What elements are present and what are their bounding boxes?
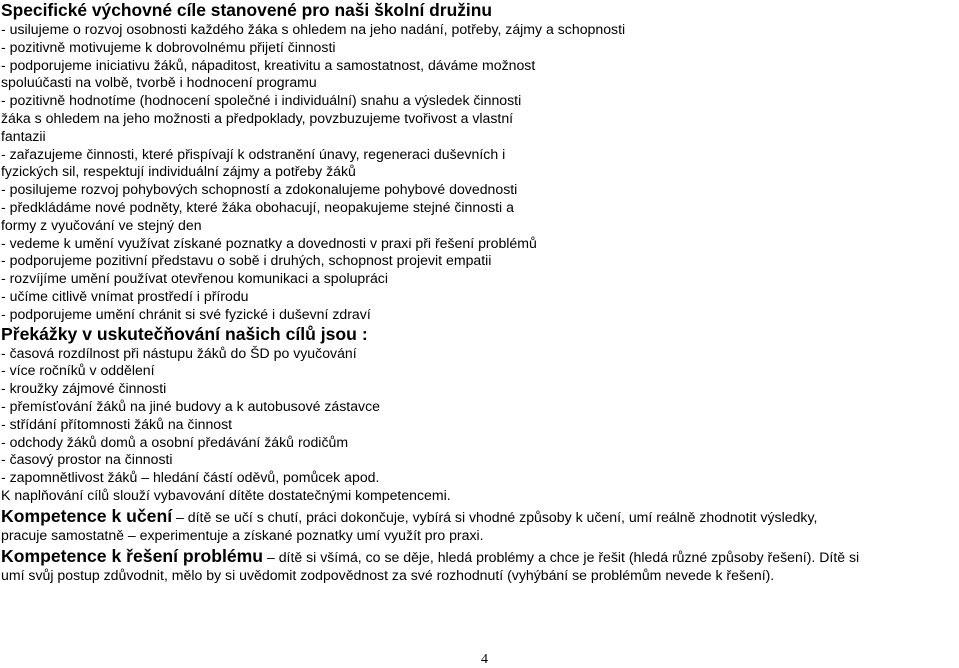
section-heading-specific-goals: Specifické výchovné cíle stanovené pro naši školní družinu bbox=[1, 0, 492, 20]
goal-line: - zařazujeme činnosti, které přispívají k odstranění únavy, regeneraci duševních i bbox=[1, 145, 506, 162]
goal-line: - předkládáme nové podněty, které žáka obohacují, neopakujeme stejné činnosti a bbox=[1, 198, 514, 215]
competence-problems-text-continued: umí svůj postup zdůvodnit, mělo by si uvědomit zodpovědnost za své rozhodnutí (vyhýbání se problémům nevede k řešení). bbox=[1, 566, 775, 583]
obstacle-line: - časový prostor na činnosti bbox=[1, 451, 173, 468]
page-number: 4 bbox=[481, 652, 488, 667]
competence-problems bbox=[1, 545, 957, 585]
competence-learning-row1 bbox=[1, 505, 957, 527]
goal-line: - podporujeme iniciativu žáků, nápaditost, kreativitu a samostatnost, dáváme možnost bbox=[1, 56, 536, 73]
goal-line: - pozitivně hodnotíme (hodnocení společné i individuální) snahu a výsledek činnosti bbox=[1, 92, 522, 109]
obstacle-line: - přemísťování žáků na jiné budovy a k autobusové zástavce bbox=[1, 397, 380, 414]
goal-line: fantazii bbox=[1, 127, 46, 144]
obstacle-line: - střídání přítomnosti žáků na činnost bbox=[1, 415, 233, 432]
competence-learning-title: Kompetence k učení bbox=[1, 505, 173, 526]
goal-line: spoluúčasti na volbě, tvorbě i hodnocení programu bbox=[1, 74, 317, 91]
obstacle-line: - odchody žáků domů a osobní předávání žáků rodičům bbox=[1, 433, 349, 450]
goal-line: formy z vyučování ve stejný den bbox=[1, 216, 202, 233]
obstacle-line: - časová rozdílnost při nástupu žáků do ŠD po vyučování bbox=[1, 344, 357, 361]
competence-problems-title: Kompetence k řešení problému bbox=[1, 545, 264, 566]
goal-line: - pozitivně motivujeme k dobrovolnému přijetí činnosti bbox=[1, 38, 336, 55]
goal-line: - rozvíjíme umění používat otevřenou komunikaci a spolupráci bbox=[1, 270, 388, 287]
goal-line: žáka s ohledem na jeho možnosti a předpoklady, povzbuzujeme tvořivost a vlastní bbox=[1, 109, 514, 126]
competence-learning-text-continued: pracuje samostatně – experimentuje a získané poznatky umí využít pro praxi. bbox=[1, 526, 484, 543]
obstacle-line: - zapomnětlivost žáků – hledání částí oděvů, pomůcek apod. bbox=[1, 469, 380, 486]
obstacle-line: - kroužky zájmové činnosti bbox=[1, 380, 167, 397]
obstacle-line: - více ročníků v oddělení bbox=[1, 362, 155, 379]
goal-line: - podporujeme umění chránit si své fyzické i duševní zdraví bbox=[1, 305, 371, 322]
obstacles-list bbox=[1, 345, 957, 505]
competence-learning bbox=[1, 505, 957, 545]
goal-line: - podporujeme pozitivní představu o sobě i druhých, schopnost projevit empatii bbox=[1, 252, 492, 269]
section-heading-obstacles: Překážky v uskutečňování našich cílů jsou : bbox=[1, 323, 368, 344]
goal-line: - učíme citlivě vnímat prostředí i přírodu bbox=[1, 287, 249, 304]
competence-learning-text: – dítě se učí s chutí, práci dokončuje, vybírá si vhodné způsoby k učení, umí reálně zhodnotit výsledky, bbox=[172, 508, 818, 525]
goal-line: - posilujeme rozvoj pohybových schopností a zdokonalujeme pohybové dovednosti bbox=[1, 181, 518, 198]
specific-goals-list bbox=[1, 21, 957, 324]
goal-line: - vedeme k umění využívat získané poznatky a dovednosti v praxi při řešení problémů bbox=[1, 234, 537, 251]
summary-line: K naplňování cílů slouží vybavování dítěte dostatečnými kompetencemi. bbox=[1, 486, 451, 503]
competence-problems-row1 bbox=[1, 545, 957, 567]
goal-line: fyzických sil, respektují individuální zájmy a potřeby žáků bbox=[1, 163, 356, 180]
document-page bbox=[1, 0, 957, 584]
goal-line: - usilujeme o rozvoj osobnosti každého žáka s ohledem na jeho nadání, potřeby, zájmy a schopnosti bbox=[1, 21, 626, 37]
competence-problems-text: – dítě si všímá, co se děje, hledá problémy a chce je řešit (hledá různé způsoby řešení). Dítě si bbox=[263, 548, 860, 565]
